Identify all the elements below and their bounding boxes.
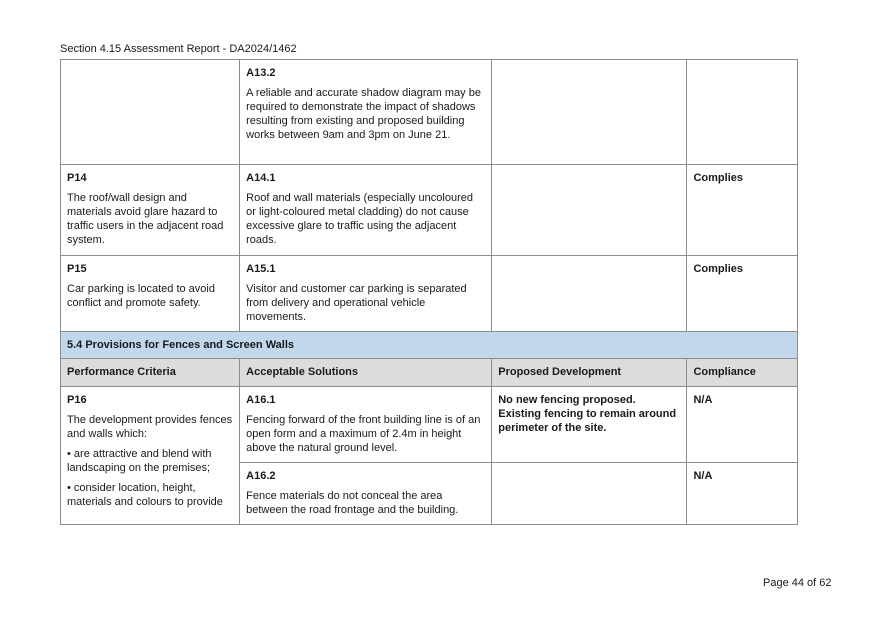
proposed-cell: No new fencing proposed. Existing fencing to remain around perimeter of the site. — [492, 387, 687, 463]
as-text: Fencing forward of the front building line is of an open form and a maximum of 2.4m in height above the natural ground level. — [246, 414, 481, 454]
as-id: A14.1 — [246, 172, 276, 184]
pc-intro: The development provides fences and walls which: — [67, 414, 233, 440]
col-header-proposed: Proposed Development — [492, 359, 687, 387]
compliance-cell: N/A — [687, 387, 798, 463]
assessment-table — [60, 59, 798, 525]
proposed-cell — [492, 60, 687, 165]
pc-bullet: • consider location, height, materials and colours to provide — [67, 482, 223, 508]
compliance-cell — [687, 60, 798, 165]
page-number: Page 44 of 62 — [763, 577, 832, 589]
proposed-cell — [492, 165, 687, 256]
table-row — [61, 165, 798, 256]
pc-cell — [61, 165, 240, 256]
proposed-cell — [492, 463, 687, 525]
as-id: A16.1 — [246, 394, 276, 406]
as-text: Fence materials do not conceal the area between the road frontage and the building. — [246, 490, 459, 516]
table-row — [61, 256, 798, 332]
pc-cell — [61, 387, 240, 525]
pc-id: P16 — [67, 394, 87, 406]
pc-text: The roof/wall design and materials avoid glare hazard to traffic users in the adjacent road system. — [67, 192, 224, 246]
compliance-cell: Complies — [687, 165, 798, 256]
col-header-performance: Performance Criteria — [61, 359, 240, 387]
page-header: Section 4.15 Assessment Report - DA2024/1462 — [60, 43, 297, 55]
table-row — [61, 60, 798, 165]
col-header-compliance: Compliance — [687, 359, 798, 387]
as-cell — [240, 165, 492, 256]
as-cell — [240, 256, 492, 332]
compliance-cell: Complies — [687, 256, 798, 332]
table-row — [61, 387, 798, 463]
as-cell — [240, 463, 492, 525]
as-text: Visitor and customer car parking is separated from delivery and operational vehicle movements. — [246, 283, 467, 323]
as-id: A15.1 — [246, 263, 276, 275]
pc-text: Car parking is located to avoid conflict and promote safety. — [67, 283, 215, 309]
as-id: A16.2 — [246, 470, 276, 482]
pc-cell — [61, 60, 240, 165]
as-id: A13.2 — [246, 67, 276, 79]
as-text: A reliable and accurate shadow diagram may be required to demonstrate the impact of shadows resulting from existing and proposed building works between 9am and 3pm on June 21. — [246, 87, 481, 141]
pc-cell — [61, 256, 240, 332]
as-cell — [240, 60, 492, 165]
col-header-acceptable: Acceptable Solutions — [240, 359, 492, 387]
proposed-cell — [492, 256, 687, 332]
pc-id: P14 — [67, 172, 87, 184]
section-row — [61, 332, 798, 359]
as-cell — [240, 387, 492, 463]
pc-bullet: • are attractive and blend with landscaping on the premises; — [67, 448, 212, 474]
column-header-row — [61, 359, 798, 387]
compliance-cell: N/A — [687, 463, 798, 525]
as-text: Roof and wall materials (especially uncoloured or light-coloured metal cladding) do not cause excessive glare to traffic using the adjacent roads. — [246, 192, 473, 246]
section-title: 5.4 Provisions for Fences and Screen Walls — [61, 332, 798, 359]
pc-id: P15 — [67, 263, 87, 275]
